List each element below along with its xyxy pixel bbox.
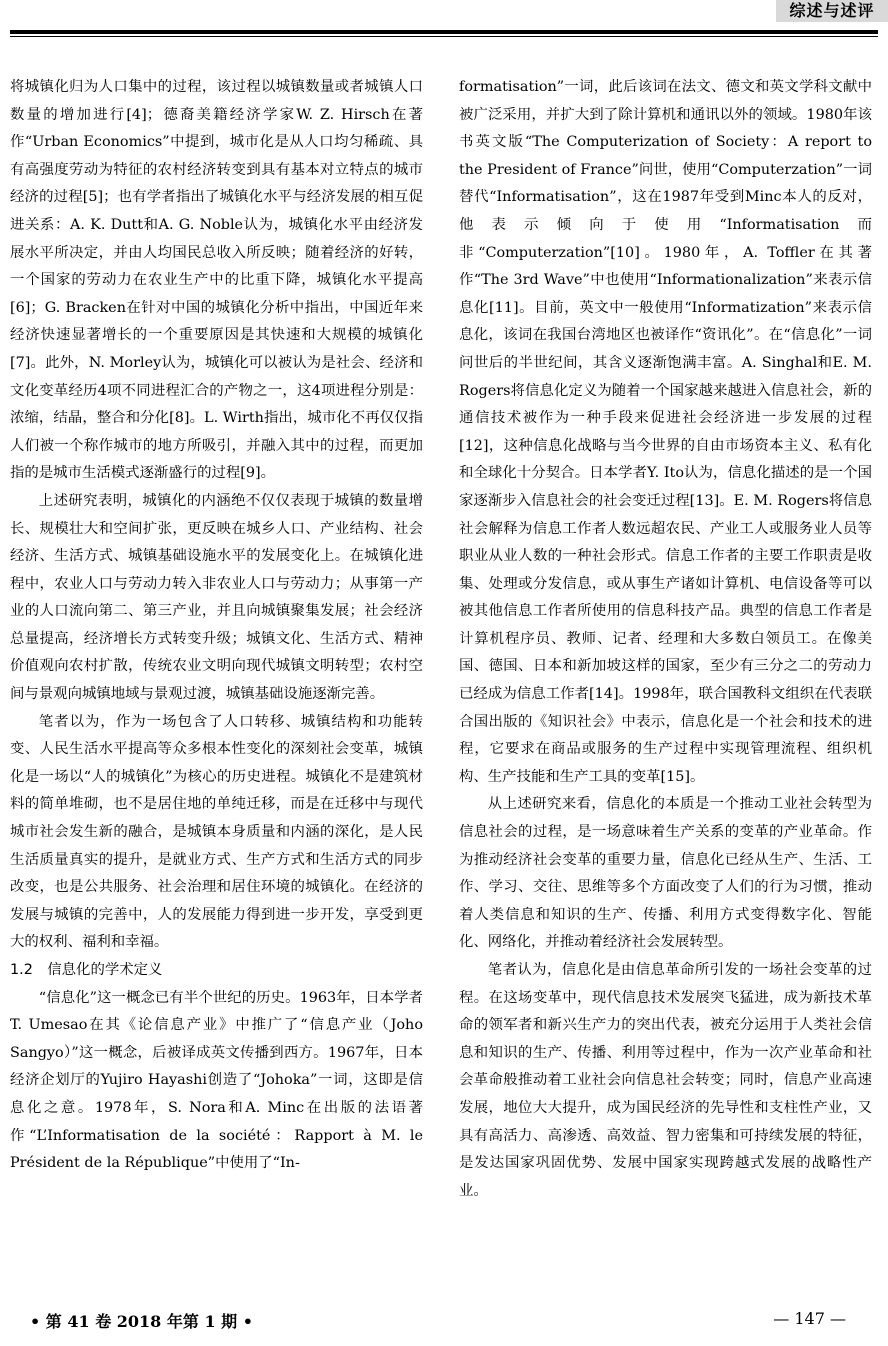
header-rule-thin [10, 36, 878, 37]
right-column [459, 74, 872, 1205]
left-column [10, 74, 423, 1178]
paragraph: “信息化”这一概念已有半个世纪的历史。1963年，日本学者T. Umesao在其《论信息产业》中推广了“信息产业（Joho Sangyo）”这一概念，后被译成英文传播到西方。1967年，日本经济企划厅的Yujiro Hayashi创造了“Johoka”一词，这即是信息化之意。1978年，S. Nora和A. Minc在出版的法语著作“L’Informatisation de la société：Rapport à M. le Président de la République”中使用了“In- [10, 989, 423, 1172]
paragraph: 笔者认为，信息化是由信息革命所引发的一场社会变革的过程。在这场变革中，现代信息技术发展突飞猛进，成为新技术革命的领军者和新兴生产力的突出代表，被充分运用于人类社会信息和知识的生产、传播、利用等过程中，作为一次产业革命和社会革命般推动着工业社会向信息社会转变；同时，信息产业高速发展，地位大大提升，成为国民经济的先导性和支柱性产业，又具有高活力、高渗透、高效益、智力密集和可持续发展的特征，是发达国家巩固优势、发展中国家实现跨越式发展的战略性产业。 [459, 962, 872, 1199]
paragraph: 从上述研究来看，信息化的本质是一个推动工业社会转型为信息社会的过程，是一场意味着生产关系的变革的产业革命。作为推动经济社会变革的重要力量，信息化已经从生产、生活、工作、学习、交往、思维等多个方面改变了人们的行为习惯，推动着人类信息和知识的生产、传播、利用方式变得数字化、智能化、网络化，并推动着经济社会发展转型。 [459, 796, 872, 951]
paragraph: 将城镇化归为人口集中的过程，该过程以城镇数量或者城镇人口数量的增加进行[4]；德裔美籍经济学家W. Z. Hirsch在著作“Urban Economics”中提到，城市化是从人口均匀稀疏、具有高强度劳动为特征的农村经济转变到具有基本对立特点的城市经济的过程[5]；也有学者指出了城镇化水平与经济发展的相互促进关系：A. K. Dutt和A. G. Noble认为，城镇化水平由经济发展水平所决定，并由人均国民总收入所反映；随着经济的好转，一个国家的劳动力在农业生产中的比重下降，城镇化水平提高[6]；G. Bracken在针对中国的城镇化分析中指出，中国近年来经济快速显著增长的一个重要原因是其快速和大规模的城镇化[7]。此外，N. Morley认为，城镇化可以被认为是社会、经济和文化变革经历4项不同进程汇合的产物之一，这4项进程分别是：浓缩，结晶，整合和分化[8]。L. Wirth指出，城市化不再仅仅指人们被一个称作城市的地方所吸引，并融入其中的过程，而更加指的是城市生活模式逐渐盛行的过程[9]。 [10, 79, 423, 482]
page-number: — 147 — [773, 1309, 846, 1328]
header-rule-thick [10, 30, 878, 34]
paragraph: 上述研究表明，城镇化的内涵绝不仅仅表现于城镇的数量增长、规模壮大和空间扩张，更反映在城乡人口、产业结构、社会经济、生活方式、城镇基础设施水平的发展变化上。在城镇化进程中，农业人口与劳动力转入非农业人口与劳动力；从事第一产业的人口流向第二、第三产业，并且向城镇聚集发展；社会经济总量提高，经济增长方式转变升级；城镇文化、生活方式、精神价值观向农村扩散，传统农业文明向现代城镇文明转型；农村空间与景观向城镇地域与景观过渡，城镇基础设施逐渐完善。 [10, 492, 423, 703]
paragraph: 笔者以为，作为一场包含了人口转移、城镇结构和功能转变、人民生活水平提高等众多根本性变化的深刻社会变革，城镇化是一场以“人的城镇化”为核心的历史进程。城镇化不是建筑材料的简单堆砌，也不是居住地的单纯迁移，而是在迁移中与现代城市社会发生新的融合，是城镇本身质量和内涵的深化，是人民生活质量真实的提升，是就业方式、生产方式和生活方式的同步改变，也是公共服务、社会治理和居住环境的城镇化。在经济的发展与城镇的完善中，人的发展能力得到进一步开发，享受到更大的权利、福利和幸福。 [10, 713, 423, 951]
paragraph: formatisation”一词，此后该词在法文、德文和英文学科文献中被广泛采用，并扩大到了除计算机和通讯以外的领域。1980年该书英文版“The Computerization of Society：A report to the President of France”问世，使用“Computerzation”一词替代“Informatisation”，这在1987年受到Minc本人的反对，他表示倾向于使用“Informatisation而非“Computerzation”[10]。1980年，A. Toffler在其著作“The 3rd Wave”中也使用“Informationalization”来表示信息化[11]。目前，英文中一般使用“Informatization”来表示信息化，该词在我国台湾地区也被译作“资讯化”。在“信息化”一词问世后的半世纪间，其含义逐渐饱满丰富。A. Singhal和E. M. Rogers将信息化定义为随着一个国家越来越进入信息社会，新的通信技术被作为一种手段来促进社会经济进一步发展的过程[12]，这种信息化战略与当今世界的自由市场资本主义、私有化和全球化十分契合。日本学者Y. Ito认为，信息化描述的是一个国家逐渐步入信息社会的社会变迁过程[13]。E. M. Rogers将信息社会解释为信息工作者人数远超农民、产业工人或服务业人员等职业从业人数的一种社会形式。信息工作者的主要工作职责是收集、处理或分发信息，或从事生产诸如计算机、电信设备等可以被其他信息工作者所使用的信息科技产品。典型的信息工作者是计算机程序员、教师、记者、经理和大多数白领员工。在像美国、德国、日本和新加坡这样的国家，至少有三分之二的劳动力已经成为信息工作者[14]。1998年，联合国教科文组织在代表联合国出版的《知识社会》中表示，信息化是一个社会和技术的进程，它要求在商品或服务的生产过程中实现管理流程、组织机构、生产技能和生产工具的变革[15]。 [459, 79, 872, 785]
section-heading: 1.2 信息化的学术定义 [10, 962, 163, 978]
journal-issue: • 第 41 卷 2018 年第 1 期 • [30, 1312, 253, 1331]
section-tag: 综述与述评 [776, 0, 888, 22]
